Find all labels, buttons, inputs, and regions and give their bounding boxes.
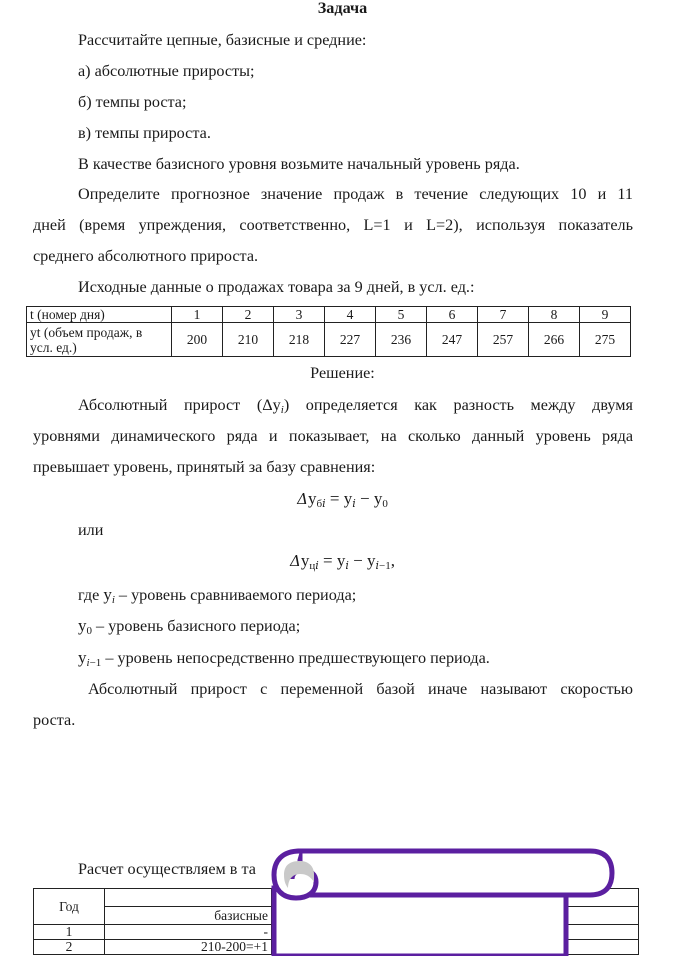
table-cell: 257 xyxy=(478,323,529,357)
sales-data-table xyxy=(26,306,631,357)
table-cell: 8 xyxy=(529,307,580,323)
task-forecast-line2: дней (время упреждения, соответственно, L=1 и L=2), используя показатель xyxy=(33,216,633,234)
table-row-label: t (номер дня) xyxy=(27,307,172,323)
task-base: В качестве базисного уровня возьмите начальный уровень ряда. xyxy=(78,155,520,173)
table-cell: 210 xyxy=(223,323,274,357)
formula-base-growth: $\Delta y_{бi} = y_i - y_0$ xyxy=(297,489,388,510)
where-line2: $y_0$ – уровень базисного периода; xyxy=(78,616,301,637)
table-cell: 210-200=+1 xyxy=(105,940,272,955)
text-run: Абсолютный прирост (Δy xyxy=(78,396,281,414)
text-run: ) определяется как разность между двумя xyxy=(283,396,633,414)
solution-paragraph2-line2: роста. xyxy=(33,711,76,729)
table-header-year: Год xyxy=(34,889,105,925)
table-cell: 1 xyxy=(172,307,223,323)
table-cell: 275 xyxy=(580,323,631,357)
table-row xyxy=(27,323,631,357)
where-line1: где $y_i$ – уровень сравниваемого периода; xyxy=(78,585,357,606)
text-run: – уровень непосредственно предшествующего периода. xyxy=(101,649,490,667)
text-run: – уровень базисного периода; xyxy=(92,617,301,635)
table-header-basic: базисные xyxy=(105,907,272,925)
solution-paragraph2-line1: Абсолютный прирост с переменной базой иначе называют скоростью xyxy=(88,680,633,698)
task-item-c: в) темпы прироста. xyxy=(78,124,211,142)
table-cell xyxy=(105,889,272,907)
table-cell: 9 xyxy=(580,307,631,323)
table-cell: 247 xyxy=(427,323,478,357)
table-row xyxy=(27,307,631,323)
task-forecast-line1: Определите прогнозное значение продаж в течение следующих 10 и 11 xyxy=(78,185,633,203)
calc-intro: Расчет осуществляем в та xyxy=(78,860,256,878)
table-cell: - xyxy=(105,925,272,940)
table-cell: 266 xyxy=(529,323,580,357)
table-cell: 5 xyxy=(376,307,427,323)
table-cell: 4 xyxy=(325,307,376,323)
table-cell: 227 xyxy=(325,323,376,357)
task-item-a: а) абсолютные приросты; xyxy=(78,62,255,80)
solution-heading: Решение: xyxy=(310,364,375,382)
solution-paragraph1-line3: превышает уровень, принятый за базу сравнения: xyxy=(33,458,376,476)
text-or: или xyxy=(78,521,104,539)
table-cell: 236 xyxy=(376,323,427,357)
page-title: Задача xyxy=(317,0,368,17)
table-row-label: yt (объем продаж, в усл. ед.) xyxy=(27,323,172,357)
solution-paragraph1-line2: уровнями динамического ряда и показывает, на сколько данный уровень ряда xyxy=(33,427,633,445)
table-cell: 7 xyxy=(478,307,529,323)
task-intro: Рассчитайте цепные, базисные и средние: xyxy=(78,31,367,49)
table-cell: 6 xyxy=(427,307,478,323)
table-cell: 1 xyxy=(34,925,105,940)
task-item-b: б) темпы роста; xyxy=(78,93,187,111)
table-cell: 3 xyxy=(274,307,325,323)
table-cell: 200 xyxy=(172,323,223,357)
solution-paragraph1-line1: Абсолютный прирост $(\Delta y_i)$ определяется как разность между двумя xyxy=(78,396,633,416)
table-cell: 218 xyxy=(274,323,325,357)
task-data-intro: Исходные данные о продажах товара за 9 дней, в усл. ед.: xyxy=(78,278,475,296)
formula-chain-growth: $\Delta y_{цi} = y_i - y_{i-1}$, xyxy=(290,551,395,572)
where-line3: $y_{i-1}$ – уровень непосредственно предшествующего периода. xyxy=(78,648,490,669)
scroll-banner-shape xyxy=(270,848,618,956)
table-cell: 2 xyxy=(223,307,274,323)
text-run: – уровень сравниваемого периода; xyxy=(114,586,357,604)
table-cell: 2 xyxy=(34,940,105,955)
task-forecast-line3: среднего абсолютного прироста. xyxy=(33,247,259,265)
